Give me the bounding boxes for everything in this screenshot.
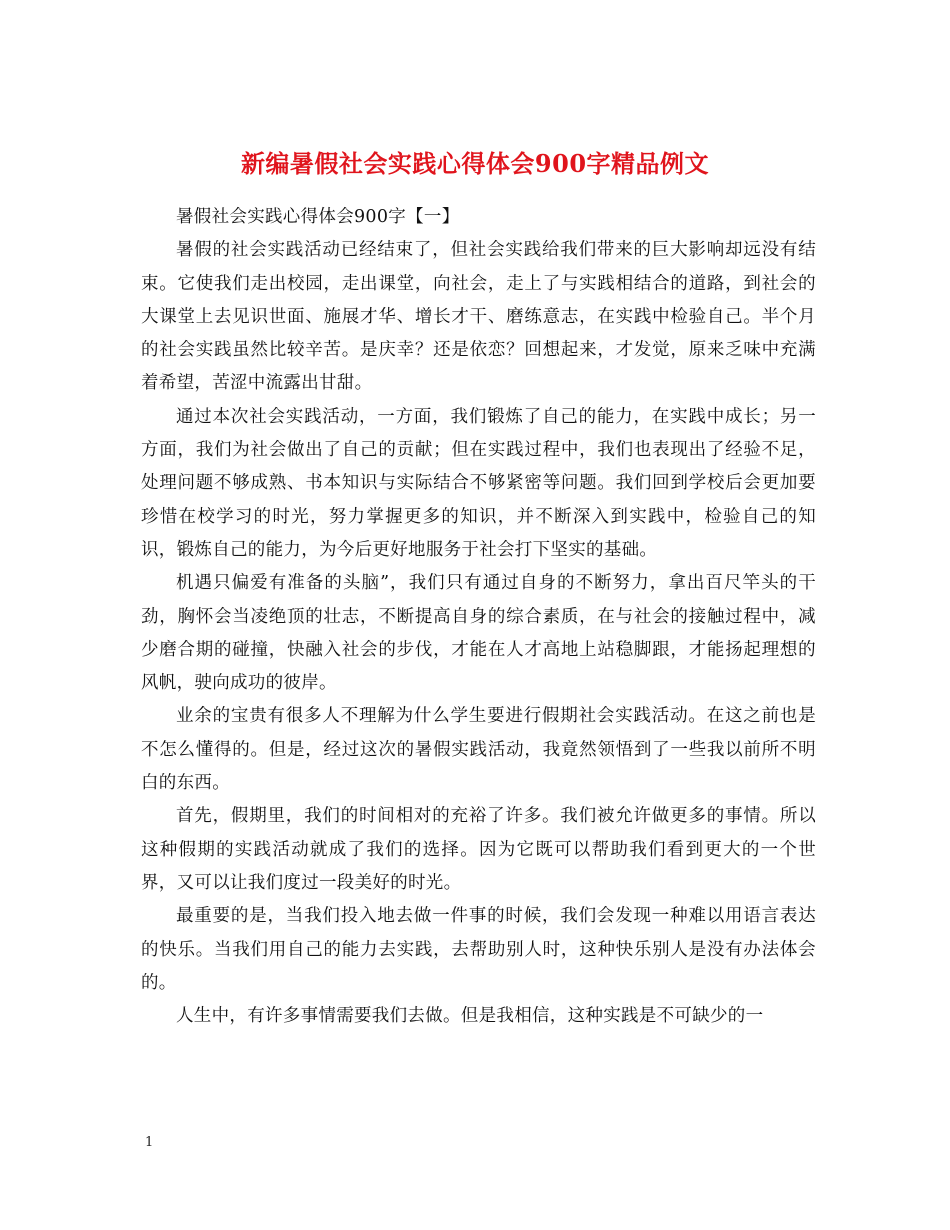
paragraph: 人生中，有许多事情需要我们去做。但是我相信，这种实践是不可缺少的一 [176,1006,764,1027]
paragraph: 首先，假期里，我们的时间相对的充裕了许多。我们被允许做更多的事情。所以这种假期的实践活动就成了我们的选择。因为它既可以帮助我们看到更大的一个世界，又可以让我们度过一段美好的时光。 [141,806,816,893]
paragraph: 通过本次社会实践活动，一方面，我们锻炼了自己的能力，在实践中成长；另一方面，我们为社会做出了自己的贡献；但在实践过程中，我们也表现出了经验不足，处理问题不够成熟、书本知识与实际结合不够紧密等问题。我们回到学校后会更加要珍惜在校学习的时光，努力掌握更多的知识，并不断深入到实践中，检验自己的知识，锻炼自己的能力，为今后更好地服务于社会打下坚实的基础。 [141,406,816,560]
paragraph: 业余的宝贵有很多人不理解为什么学生要进行假期社会实践活动。在这之前也是不怎么懂得的。但是，经过这次的暑假实践活动，我竟然领悟到了一些我以前所不明白的东西。 [141,706,816,794]
paragraph: 暑假的社会实践活动已经结束了，但社会实践给我们带来的巨大影响却远没有结束。它使我们走出校园，走出课堂，向社会，走上了与实践相结合的道路，到社会的大课堂上去见识世面、施展才华、增长才干、磨练意志，在实践中检验自己。半个月的社会实践虽然比较辛苦。是庆幸？还是依恋？回想起来，才发觉，原来乏味中充满着希望，苦涩中流露出甘甜。 [141,240,816,394]
document-body [141,201,816,1033]
paragraph: 机遇只偏爱有准备的头脑”，我们只有通过自身的不断努力，拿出百尺竿头的干劲，胸怀会当凌绝顶的壮志，不断提高自身的综合素质，在与社会的接触过程中，减少磨合期的碰撞，快融入社会的步伐，才能在人才高地上站稳脚跟，才能扬起理想的风帆，驶向成功的彼岸。 [141,573,816,694]
document-title: 新编暑假社会实践心得体会900字精品例文 [240,149,710,179]
page-number: 1 [145,1135,154,1150]
section-heading: 暑假社会实践心得体会900字【一】 [176,207,460,227]
paragraph: 最重要的是，当我们投入地去做一件事的时候，我们会发现一种难以用语言表达的快乐。当我们用自己的能力去实践，去帮助别人时，这种快乐别人是没有办法体会的。 [141,906,816,993]
